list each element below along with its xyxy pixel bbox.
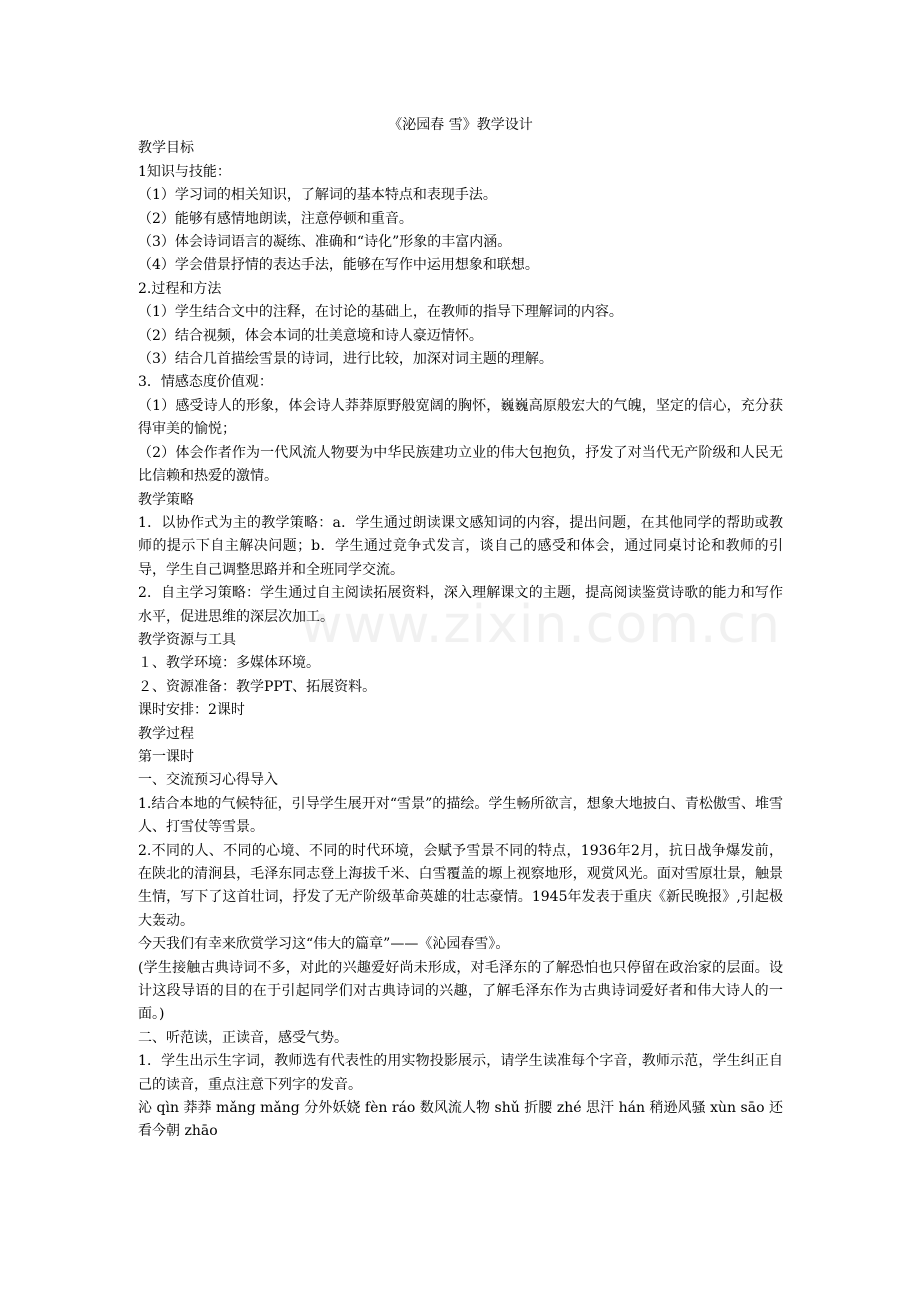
paragraph: １、教学环境：多媒体环境。 bbox=[138, 655, 320, 672]
paragraph: 1.结合本地的气候特征，引导学生展开对“雪景”的描绘。学生畅所欲言，想象大地披白、青松傲雪、堆雪人、打雪仗等雪景。 bbox=[138, 795, 783, 836]
paragraph: （1）学生结合文中的注释，在讨论的基础上，在教师的指导下理解词的内容。 bbox=[138, 304, 623, 321]
paragraph: 第一课时 bbox=[138, 748, 194, 765]
paragraph: 教学资源与工具 bbox=[138, 631, 236, 648]
paragraph: 1．以协作式为主的教学策略：a．学生通过朗读课文感知词的内容，提出问题，在其他同学的帮助或教师的提示下自主解决问题；b．学生通过竞争式发言，谈自己的感受和体会，通过同桌讨论和教师的引导，学生自己调整思路并和全班同学交流。 bbox=[138, 514, 783, 578]
paragraph: （2）体会作者作为一代风流人物要为中华民族建功立业的伟大包抱负，抒发了对当代无产阶级和人民无比信赖和热爱的激情。 bbox=[138, 444, 783, 485]
paragraph: 教学过程 bbox=[138, 725, 194, 742]
paragraph: （3）结合几首描绘雪景的诗词，进行比较，加深对词主题的理解。 bbox=[138, 351, 553, 368]
paragraph: （4）学会借景抒情的表达手法，能够在写作中运用想象和联想。 bbox=[138, 257, 539, 274]
paragraph: 教学目标 bbox=[138, 140, 194, 157]
document-page bbox=[138, 114, 783, 1144]
paragraph: 1知识与技能： bbox=[138, 163, 231, 180]
paragraph: 1．学生出示生字词，教师选有代表性的用实物投影展示，请学生读准每个字音，教师示范，学生纠正自己的读音，重点注意下列字的发音。 bbox=[138, 1053, 783, 1093]
paragraph: （2）能够有感情地朗读，注意停顿和重音。 bbox=[138, 210, 413, 227]
paragraph: （3）体会诗词语言的凝练、准确和“诗化”形象的丰富内涵。 bbox=[138, 234, 512, 251]
paragraph: 教学策略 bbox=[138, 491, 194, 508]
paragraph: (学生接触古典诗词不多，对此的兴趣爱好尚未形成，对毛泽东的了解恐怕也只停留在政治家的层面。设计这段导语的目的在于引起同学们对古典诗词的兴趣，了解毛泽东作为古典诗词爱好者和伟大诗人的一面。) bbox=[138, 959, 783, 1023]
document-title: 《泌园春 雪》教学设计 bbox=[388, 117, 533, 133]
paragraph: 2.不同的人、不同的心境、不同的时代环境，会赋予雪景不同的特点，1936年2月，抗日战争爆发前，在陕北的清涧县，毛泽东同志登上海拔千米、白雪覆盖的塬上视察地形，观赏风光。面对雪原壮景，触景生情，写下了这首壮词，抒发了无产阶级革命英雄的壮志豪情。1945年发表于重庆《新民晚报》,引起极大轰动。 bbox=[138, 842, 783, 929]
watermark: www.zixin.com.cn bbox=[300, 595, 781, 655]
paragraph: （2）结合视频，体会本词的壮美意境和诗人豪迈情怀。 bbox=[138, 327, 483, 344]
paragraph: 一、交流预习心得导入 bbox=[138, 772, 278, 789]
paragraph: ２、资源准备：教学PPT、拓展资料。 bbox=[138, 678, 377, 695]
document-body bbox=[138, 137, 783, 1143]
paragraph: 2.过程和方法 bbox=[138, 280, 222, 297]
paragraph: 沁 qìn 莽莽 mǎng mǎng 分外妖娆 fèn ráo 数风流人物 shǔ 折腰 zhé 思汗 hán 稍逊风骚 xùn sāo 还看今朝 zhāo bbox=[138, 1100, 783, 1140]
paragraph: 课时安排：2课时 bbox=[138, 702, 245, 719]
paragraph: 2．自主学习策略：学生通过自主阅读拓展资料，深入理解课文的主题，提高阅读鉴赏诗歌的能力和写作水平，促进思维的深层次加工。 bbox=[138, 585, 783, 625]
paragraph: 今天我们有幸来欣赏学习这“伟大的篇章”——《沁园春雪》。 bbox=[138, 936, 510, 953]
paragraph: 二、听范读，正读音，感受气势。 bbox=[138, 1029, 348, 1046]
paragraph: 3．情感态度价值观： bbox=[138, 374, 273, 391]
paragraph: （1）学习词的相关知识，了解词的基本特点和表现手法。 bbox=[138, 187, 497, 204]
paragraph: （1）感受诗人的形象，体会诗人莽莽原野般宽阔的胸怀，巍巍高原般宏大的气魄，坚定的信心，充分获得审美的愉悦； bbox=[138, 397, 783, 438]
